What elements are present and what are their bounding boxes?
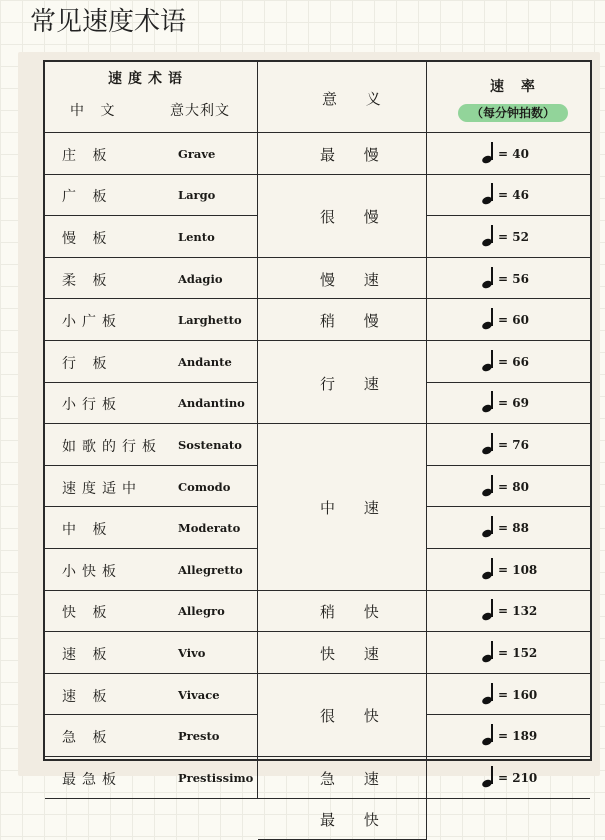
- meaning-text: 最 慢: [320, 145, 391, 164]
- term-italian: Allegretto: [178, 562, 243, 577]
- quarter-note-icon: [482, 432, 496, 454]
- term-chinese: 小快板: [62, 563, 122, 580]
- meaning-text: 稍 慢: [320, 312, 391, 331]
- quarter-note-icon: [482, 682, 496, 704]
- rate-value: = 52: [498, 230, 529, 244]
- quarter-note-icon: [482, 598, 496, 620]
- term-italian: Andantino: [178, 396, 245, 411]
- rate-value: = 189: [498, 729, 538, 744]
- term-chinese: 慢 板: [62, 231, 113, 247]
- meaning-text: 慢 速: [320, 270, 391, 289]
- rate-value: = 132: [498, 604, 538, 619]
- meaning-header: 意 义: [322, 90, 393, 108]
- rate-header: 速 率: [490, 79, 541, 95]
- meaning-text: 中 速: [320, 499, 391, 518]
- rate-value: = 88: [498, 521, 529, 536]
- term-italian: Adagio: [178, 271, 223, 286]
- term-italian: Moderato: [178, 521, 241, 536]
- meaning-text: 行 速: [320, 374, 391, 393]
- term-italian: Prestissimo: [178, 770, 254, 785]
- quarter-note-icon: [482, 640, 496, 662]
- rate-value: = 80: [498, 479, 529, 494]
- rate-value: = 210: [498, 770, 538, 785]
- rate-value: = 66: [498, 354, 529, 369]
- term-italian: Larghetto: [178, 313, 242, 328]
- meaning-text: 急 速: [320, 769, 391, 788]
- italian-header: 意大利文: [170, 103, 230, 119]
- chinese-header: 中 文: [70, 103, 121, 119]
- term-italian: Presto: [178, 729, 220, 744]
- quarter-note-icon: [482, 141, 496, 163]
- term-chinese: 广 板: [62, 189, 113, 206]
- quarter-note-icon: [482, 723, 496, 745]
- rate-value: = 46: [498, 188, 529, 203]
- rate-value: = 160: [498, 687, 538, 702]
- quarter-note-icon: [482, 557, 496, 579]
- quarter-note-icon: [482, 390, 496, 412]
- term-chinese: 行 板: [62, 355, 113, 372]
- term-italian: Vivo: [178, 646, 206, 660]
- term-italian: Sostenato: [178, 438, 242, 452]
- term-italian: Allegro: [178, 604, 225, 619]
- rate-value: = 60: [498, 313, 529, 328]
- meaning-text: 很 快: [320, 707, 391, 726]
- page-title: 常见速度术语: [30, 7, 187, 37]
- term-chinese: 最急板: [62, 771, 122, 788]
- term-chinese: 中 板: [62, 522, 113, 539]
- rate-value: = 152: [498, 646, 538, 660]
- term-italian: Comodo: [178, 479, 231, 494]
- quarter-note-icon: [482, 515, 496, 537]
- term-chinese: 速度适中: [62, 480, 142, 497]
- term-italian: Vivace: [178, 687, 220, 702]
- quarter-note-icon: [482, 349, 496, 371]
- quarter-note-icon: [482, 307, 496, 329]
- meaning-text: 稍 快: [320, 603, 391, 622]
- quarter-note-icon: [482, 224, 496, 246]
- rate-value: = 76: [498, 438, 529, 452]
- rate-value: = 108: [498, 562, 538, 577]
- quarter-note-icon: [482, 765, 496, 787]
- term-italian: Lento: [178, 230, 215, 244]
- meaning-text: 很 慢: [320, 208, 391, 227]
- term-italian: Grave: [178, 146, 216, 161]
- term-chinese: 急 板: [62, 730, 113, 747]
- quarter-note-icon: [482, 266, 496, 288]
- quarter-note-icon: [482, 474, 496, 496]
- quarter-note-icon: [482, 182, 496, 204]
- meaning-text: 快 速: [320, 645, 391, 663]
- term-chinese: 速 板: [62, 688, 113, 705]
- term-chinese: 如歌的行板: [62, 439, 162, 455]
- term-chinese: 快 板: [62, 605, 113, 622]
- term-chinese: 庄 板: [62, 147, 113, 164]
- rate-value: = 69: [498, 396, 529, 411]
- rate-header-cell: [427, 62, 590, 133]
- term-chinese: 柔 板: [62, 272, 113, 289]
- rate-value: = 56: [498, 271, 529, 286]
- term-italian: Andante: [178, 354, 232, 369]
- meaning-text: 最 快: [320, 811, 391, 830]
- term-italian: Largo: [178, 188, 216, 203]
- term-chinese: 小行板: [62, 397, 122, 414]
- term-chinese: 小广板: [62, 314, 122, 331]
- rate-value: = 40: [498, 146, 529, 161]
- term-chinese: 速 板: [62, 647, 113, 663]
- rate-unit-badge: （每分钟拍数）: [458, 104, 568, 122]
- term-header: 速度术语: [108, 71, 188, 87]
